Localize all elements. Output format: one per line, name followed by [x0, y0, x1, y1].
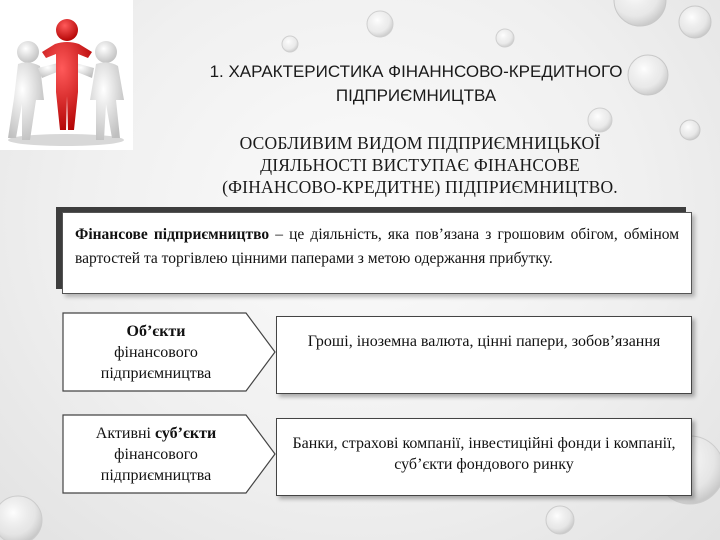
team-people-icon: [0, 0, 133, 150]
slide-subtitle: [140, 132, 700, 198]
subjects-label-line: фінансового: [114, 445, 198, 463]
definition-text: – це діяльність, яка пов’язана з грошовим обігом, обміном вартостей та торгівлею цінними паперами з метою одержання прибутку.: [75, 226, 680, 267]
bubble: [614, 0, 666, 26]
bubble: [0, 496, 42, 540]
definition-term: Фінансове підприємництво: [75, 226, 270, 243]
slide-title: [136, 60, 696, 108]
slide-title-line: 1. ХАРАКТЕРИСТИКА ФІНАННСОВО-КРЕДИТНОГО: [209, 62, 623, 81]
subjects-label-arrow: [62, 414, 277, 494]
objects-label-line: підприємництва: [100, 364, 212, 382]
subjects-label-line: підприємництва: [100, 466, 212, 484]
subjects-value: Банки, страхові компанії, інвестиційні фонди і компанії, суб’єкти фондового ринку: [292, 435, 676, 473]
objects-label-bold: Об’єкти: [126, 322, 186, 340]
bubble: [546, 506, 574, 534]
objects-value: Гроші, іноземна валюта, цінні папери, зобов’язання: [307, 333, 661, 350]
subtitle-line: (ФІНАНСОВО-КРЕДИТНЕ) ПІДПРИЄМНИЦТВО.: [222, 177, 618, 197]
definition-box: [62, 212, 692, 294]
subjects-label: [66, 414, 246, 494]
subjects-label-first-line: [96, 423, 216, 444]
bubble: [282, 36, 298, 52]
team-clipart: [0, 0, 133, 150]
subjects-label-plain: Активні: [95, 424, 155, 442]
objects-label-arrow: [62, 312, 277, 392]
objects-value-box: [276, 316, 692, 394]
objects-label: [66, 312, 246, 392]
subjects-label-bold: суб’єкти: [155, 424, 217, 442]
bubble: [496, 29, 514, 47]
bubble: [367, 11, 393, 37]
objects-label-line: фінансового: [114, 343, 198, 361]
bubble: [588, 108, 612, 132]
subtitle-line: ДІЯЛЬНОСТІ ВИСТУПАЄ ФІНАНСОВЕ: [260, 155, 580, 175]
bubble: [679, 6, 711, 38]
slide-title-line: ПІДПРИЄМНИЦТВА: [335, 86, 497, 105]
subtitle-line: ОСОБЛИВИМ ВИДОМ ПІДПРИЄМНИЦЬКОЇ: [239, 133, 601, 153]
subjects-value-box: [276, 418, 692, 496]
